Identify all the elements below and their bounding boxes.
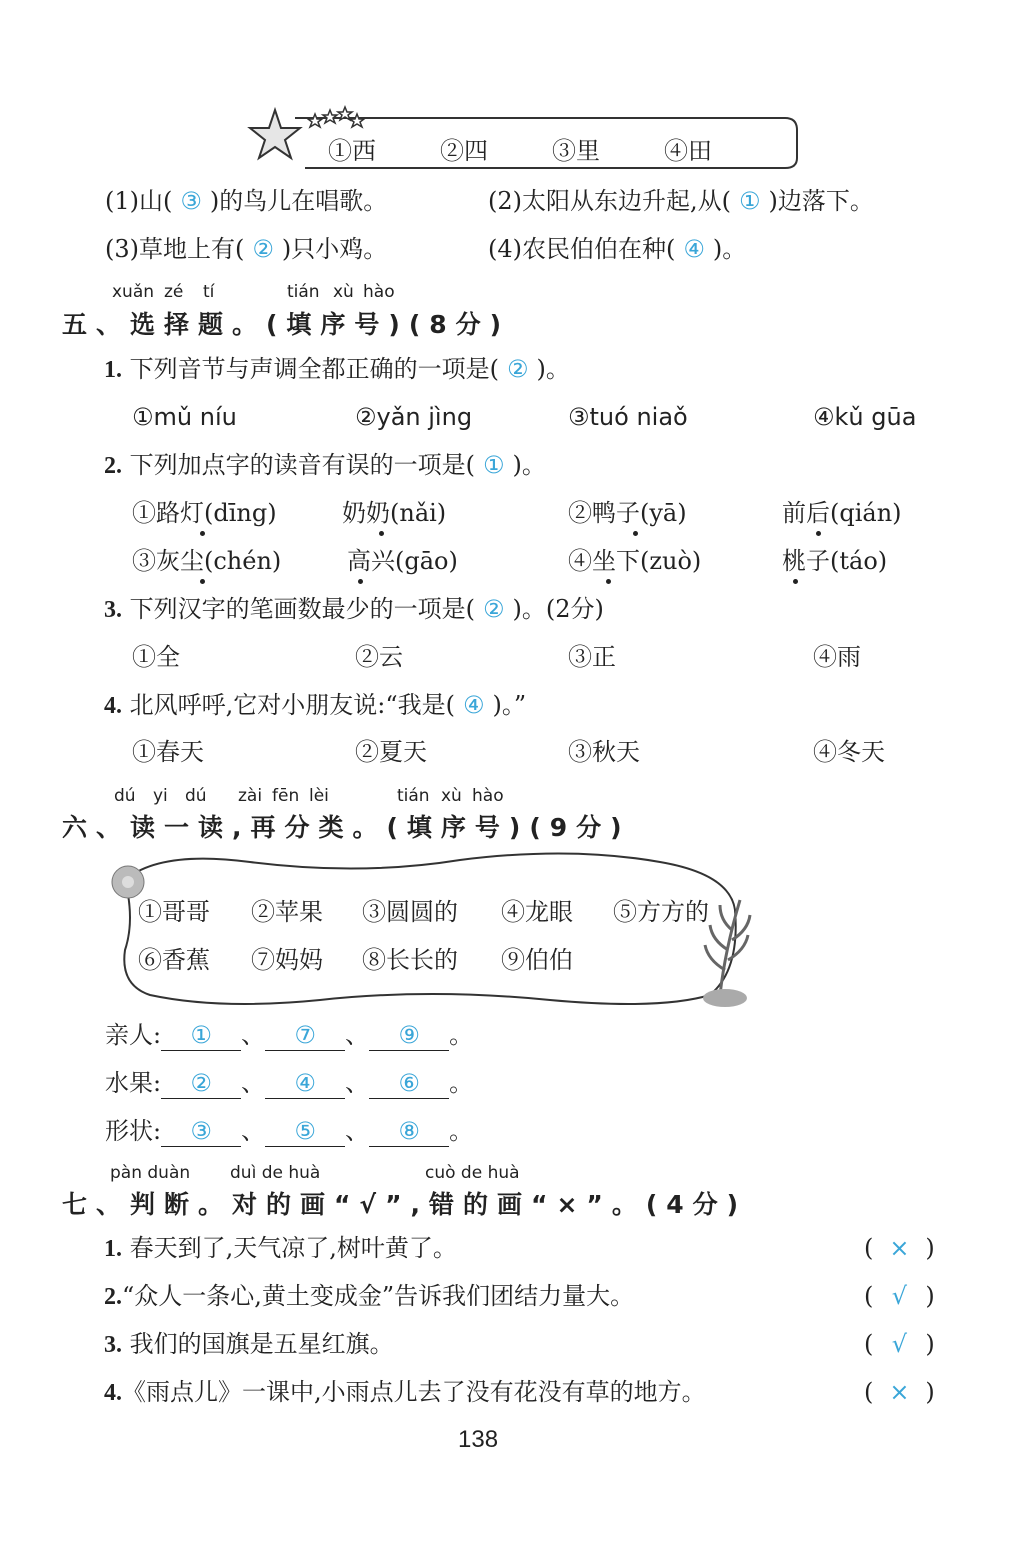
small-star-icon <box>308 114 322 127</box>
fill-item-4: (4)农民伯伯在种( ④ )。 <box>488 235 747 263</box>
section-6-title: 六、读一读,再分类。(填序号)(9分) <box>62 813 631 842</box>
question-3: 3. 下列汉字的笔画数最少的一项是( ② )。(2分) <box>104 595 604 623</box>
option: ②夏天 <box>355 738 427 766</box>
answer: ① <box>483 451 505 479</box>
pinyin: fēn <box>272 786 300 806</box>
star-icon <box>250 110 300 158</box>
pinyin: pàn duàn <box>110 1163 191 1183</box>
answer: ④ <box>463 691 485 719</box>
word-box-frame <box>100 850 760 1010</box>
category-row-shape: 形状: ③ 、 ⑤ 、 ⑧ 。 <box>105 1117 474 1145</box>
judge-answer-1: ( × ) <box>864 1234 935 1262</box>
section-5-title: 五、选择题。(填序号)(8分) <box>62 310 511 339</box>
option: ④冬天 <box>813 738 885 766</box>
option: 桃子(táo) <box>782 547 888 575</box>
answer: ② <box>252 235 274 263</box>
pinyin: yi <box>153 786 168 806</box>
flower-icon <box>112 866 144 898</box>
fill-item-1: (1)山( ③ )的鸟儿在唱歌。 <box>105 187 388 215</box>
judge-item-2: 2.“众人一条心,黄土变成金”告诉我们团结力量大。 <box>104 1282 635 1310</box>
emphasis-dot <box>606 579 611 584</box>
word-item: ⑧长长的 <box>362 946 458 974</box>
option: ③tuó niaǒ <box>568 403 688 431</box>
option: ④坐下(zuò) <box>568 547 702 575</box>
pinyin: hào <box>363 282 395 302</box>
option: ③灰尘(chén) <box>132 547 282 575</box>
option: ②鸭子(yā) <box>568 499 687 527</box>
judge-answer-2: ( √ ) <box>864 1282 935 1310</box>
pinyin: zài <box>238 786 263 806</box>
question-1: 1. 下列音节与声调全都正确的一项是( ② )。 <box>104 355 570 383</box>
question-4: 4. 北风呼呼,它对小朋友说:“我是( ④ )。” <box>104 691 527 719</box>
option: ③正 <box>568 643 616 671</box>
pinyin: zé <box>164 282 184 302</box>
category-row-family: 亲人: ① 、 ⑦ 、 ⑨ 。 <box>105 1021 474 1049</box>
option: 前后(qián) <box>782 499 902 527</box>
word-item: ②苹果 <box>251 898 323 926</box>
answer: ② <box>507 355 529 383</box>
answer: ② <box>483 595 505 623</box>
question-2: 2. 下列加点字的读音有误的一项是( ① )。 <box>104 451 546 479</box>
word-item: ③圆圆的 <box>362 898 458 926</box>
judge-answer-3: ( √ ) <box>864 1330 935 1358</box>
option: ④kǔ gūa <box>813 403 917 431</box>
option: ①春天 <box>132 738 204 766</box>
word-item: ①哥哥 <box>138 898 210 926</box>
answer: ③ <box>180 187 202 215</box>
answer: ④ <box>683 235 705 263</box>
word-item: ④龙眼 <box>501 898 573 926</box>
judge-item-4: 4.《雨点儿》一课中,小雨点儿去了没有花没有草的地方。 <box>104 1378 706 1406</box>
pinyin: xù <box>333 282 354 302</box>
option: ①路灯(dīng) <box>132 499 277 527</box>
pinyin: tián <box>397 786 430 806</box>
answer: ① <box>739 187 761 215</box>
pinyin: tí <box>203 282 215 302</box>
pinyin: lèi <box>309 786 329 806</box>
emphasis-dot <box>200 531 205 536</box>
option: ②云 <box>355 643 403 671</box>
box-option-2: ②四 <box>440 137 488 165</box>
pinyin: xuǎn <box>112 282 155 302</box>
pinyin: dú <box>114 786 136 806</box>
box-option-3: ③里 <box>552 137 600 165</box>
option: 高兴(gāo) <box>347 547 458 575</box>
box-option-1: ①西 <box>328 137 376 165</box>
emphasis-dot <box>358 579 363 584</box>
pinyin: cuò de huà <box>425 1163 520 1183</box>
emphasis-dot <box>200 579 205 584</box>
pinyin: tián <box>287 282 320 302</box>
word-item: ⑥香蕉 <box>138 946 210 974</box>
pinyin: hào <box>472 786 504 806</box>
box-option-4: ④田 <box>664 137 712 165</box>
emphasis-dot <box>793 579 798 584</box>
pinyin: xù <box>441 786 462 806</box>
page-number: 138 <box>458 1426 499 1453</box>
emphasis-dot <box>379 531 384 536</box>
option: 奶奶(nǎi) <box>342 499 447 527</box>
judge-answer-4: ( × ) <box>864 1378 935 1406</box>
plant-icon <box>703 900 750 1007</box>
option: ②yǎn jìng <box>355 403 473 431</box>
word-item: ⑤方方的 <box>613 898 709 926</box>
judge-item-3: 3. 我们的国旗是五星红旗。 <box>104 1330 394 1358</box>
category-row-fruit: 水果: ② 、 ④ 、 ⑥ 。 <box>105 1069 474 1097</box>
option: ④雨 <box>813 643 861 671</box>
pinyin: dú <box>185 786 207 806</box>
option: ①mǔ níu <box>132 403 237 431</box>
option: ①全 <box>132 643 180 671</box>
fill-item-2: (2)太阳从东边升起,从( ① )边落下。 <box>488 187 874 215</box>
word-item: ⑦妈妈 <box>251 946 323 974</box>
section-7-title: 七、判断。对的画“√”,错的画“×”。(4分) <box>62 1190 748 1219</box>
emphasis-dot <box>816 531 821 536</box>
option: ③秋天 <box>568 738 640 766</box>
word-item: ⑨伯伯 <box>501 946 573 974</box>
pinyin: duì de huà <box>230 1163 321 1183</box>
fill-item-3: (3)草地上有( ② )只小鸡。 <box>105 235 388 263</box>
judge-item-1: 1. 春天到了,天气凉了,树叶黄了。 <box>104 1234 457 1262</box>
emphasis-dot <box>633 531 638 536</box>
